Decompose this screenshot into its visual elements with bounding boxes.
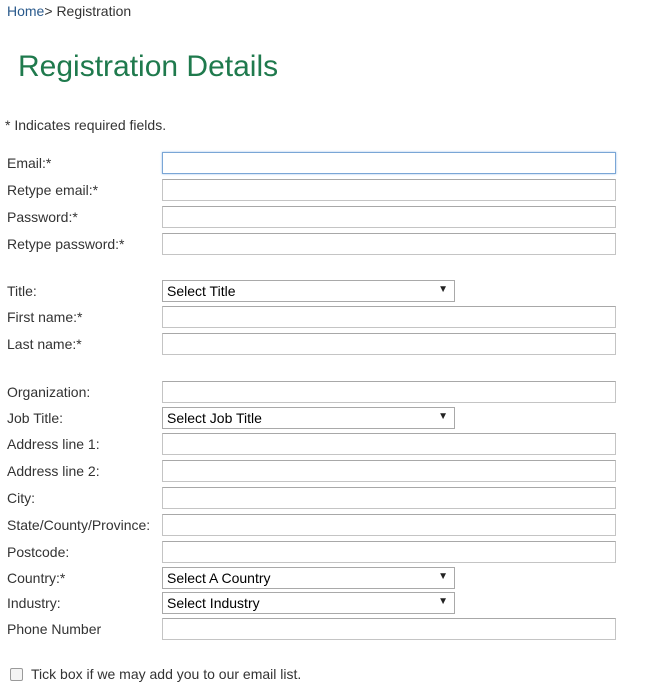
country-label: Country:* [7,570,66,586]
email-input[interactable] [162,152,616,174]
title-select[interactable] [162,280,455,302]
caret-down-icon: ▼ [438,596,448,607]
first-name-input[interactable] [162,306,616,328]
industry-select[interactable] [162,592,455,614]
breadcrumb-separator: > [44,3,53,19]
job-title-label: Job Title: [7,410,64,426]
last-name-input[interactable] [162,333,616,355]
city-row [7,487,657,509]
retype-password-row [7,233,657,255]
page-title: Registration Details [18,50,279,83]
password-input[interactable] [162,206,616,228]
job-title-row [7,407,657,429]
state-row [7,514,657,536]
industry-select-value: Select Industry [167,595,260,611]
email-list-checkbox[interactable] [10,668,23,681]
address2-label: Address line 2: [7,463,100,479]
state-label: State/County/Province: [7,517,151,533]
postcode-label: Postcode: [7,544,70,560]
retype-email-row [7,179,657,201]
phone-label: Phone Number [7,621,102,637]
phone-input[interactable] [162,618,616,640]
job-title-select-value: Select Job Title [167,410,262,426]
country-select[interactable] [162,567,455,589]
breadcrumb-home-link[interactable]: Home [7,3,45,19]
title-row [7,280,657,302]
title-label: Title: [7,283,37,299]
last-name-label: Last name:* [7,336,82,352]
caret-down-icon: ▼ [438,284,448,295]
state-input[interactable] [162,514,616,536]
retype-password-label: Retype password:* [7,236,125,252]
breadcrumb-current: Registration [56,3,132,19]
organization-label: Organization: [7,384,91,400]
retype-email-label: Retype email:* [7,182,99,198]
required-fields-note: * Indicates required fields. [5,117,167,133]
phone-row [7,618,657,640]
last-name-row [7,333,657,355]
organization-row [7,381,657,403]
email-label: Email:* [7,155,52,171]
retype-email-input[interactable] [162,179,616,201]
address1-input[interactable] [162,433,616,455]
address2-input[interactable] [162,460,616,482]
first-name-row [7,306,657,328]
country-row [7,567,657,589]
industry-row [7,592,657,614]
postcode-row [7,541,657,563]
job-title-select[interactable] [162,407,455,429]
title-select-value: Select Title [167,283,236,299]
caret-down-icon: ▼ [438,411,448,422]
password-label: Password:* [7,209,78,225]
city-label: City: [7,490,35,506]
address1-row [7,433,657,455]
password-row [7,206,657,228]
address2-row [7,460,657,482]
email-list-checkbox-label[interactable]: Tick box if we may add you to our email list. [31,666,302,682]
city-input[interactable] [162,487,616,509]
breadcrumb [7,3,131,19]
country-select-value: Select A Country [167,570,271,586]
industry-label: Industry: [7,595,61,611]
address1-label: Address line 1: [7,436,100,452]
retype-password-input[interactable] [162,233,616,255]
first-name-label: First name:* [7,309,83,325]
postcode-input[interactable] [162,541,616,563]
caret-down-icon: ▼ [438,571,448,582]
organization-input[interactable] [162,381,616,403]
email-row [7,152,657,174]
